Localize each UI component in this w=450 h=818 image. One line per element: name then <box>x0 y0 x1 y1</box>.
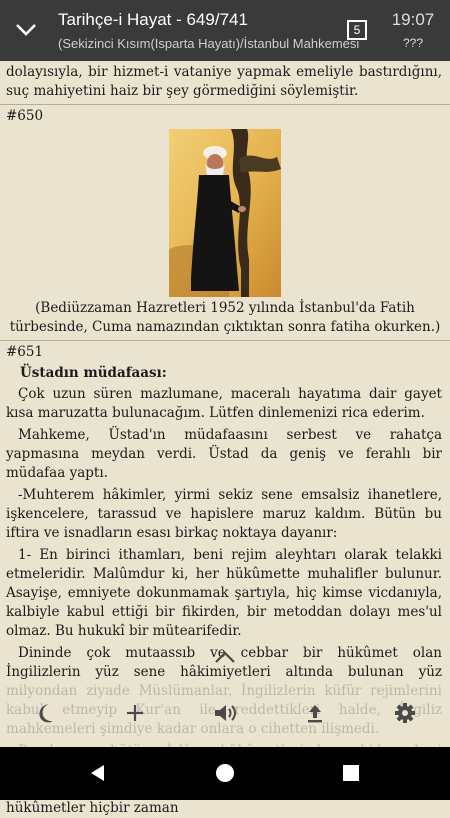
paragraph: Dininde çok mutaassıb ve cebbar bir hükûmet olan İngilizlerin yüz sene hâkimiyetleri altında bulunan yüz <box>6 645 442 680</box>
bookmark-count-badge[interactable]: 5 <box>347 20 367 40</box>
recents-icon[interactable] <box>339 761 363 785</box>
clock-time: 19:07 <box>391 10 435 29</box>
section-divider <box>0 104 450 105</box>
back-icon[interactable] <box>86 761 110 785</box>
system-navigation-bar <box>0 747 450 800</box>
section-divider <box>0 340 450 341</box>
paragraph-top: dolayısıyla, bir hizmet-i vataniye yapmak emeliyle bastırdığını, suç mahiyetini haiz bir şey görmediğini söylemiştir. <box>6 64 442 99</box>
speaker-icon[interactable] <box>210 698 240 728</box>
section-number-650: #650 <box>6 108 44 124</box>
paragraph: Çok uzun süren mazlumane, maceralı hayatıma dair gayet kısa maruzatta bulunacağım. Lütfen dinlemenizi rica ederim. <box>6 386 442 421</box>
section-heading: Üstadın müdafaası: <box>20 365 167 381</box>
clock-secondary: ??? <box>402 36 424 50</box>
reading-content[interactable] <box>0 61 450 816</box>
historical-photo[interactable] <box>169 129 281 297</box>
plus-icon[interactable] <box>120 698 150 728</box>
chevron-down-icon[interactable] <box>14 20 38 40</box>
paragraph: hükûmetler hiçbir zaman <box>6 800 179 816</box>
section-number-651: #651 <box>6 344 44 360</box>
moon-icon[interactable] <box>30 698 60 728</box>
gear-icon[interactable] <box>390 698 420 728</box>
page-title: Tarihçe-i Hayat - 649/741 <box>58 10 248 29</box>
reader-toolbar <box>0 682 450 747</box>
paragraph: 1- En birinci ithamları, beni rejim aleyhtarı olarak telakki etmeleridir. Malûmdur ki, her hükûmette muhalifler bulunur. Asayişe, emniyete dokunmamak şartıyla, hiç kimse vicdanıyla, kalbiyle kabul ettiği bir fikirden, bir metoddan dolayı mes'ul olmaz. Bu hukukî bir mütearifedir. <box>6 547 442 639</box>
home-icon[interactable] <box>213 761 237 785</box>
top-app-bar <box>0 0 450 61</box>
upload-icon[interactable] <box>300 698 330 728</box>
chapter-subtitle: (Sekizinci Kısım(Isparta Hayatı)/İstanbul Mahkemesi <box>58 36 360 51</box>
paragraph: Mahkeme, Üstad'ın müdafaasını serbest ve rahatça yapmasına meydan verdi. Üstad da geniş ve ferahlı bir müdafaa yaptı. <box>6 427 442 481</box>
paragraph: -Muhterem hâkimler, yirmi sekiz sene emsalsiz ihanetlere, işkencelere, tarassud ve hapislere maruz kaldım. Bütün bu iftira ve isnadların esası birkaç noktaya dayanır: <box>6 487 442 541</box>
photo-caption: (Bediüzzaman Hazretleri 1952 yılında İstanbul'da Fatih türbesinde, Cuma namazından çıktıktan sonra fatiha okurken.) <box>9 300 441 335</box>
chevron-up-icon[interactable] <box>213 650 237 664</box>
